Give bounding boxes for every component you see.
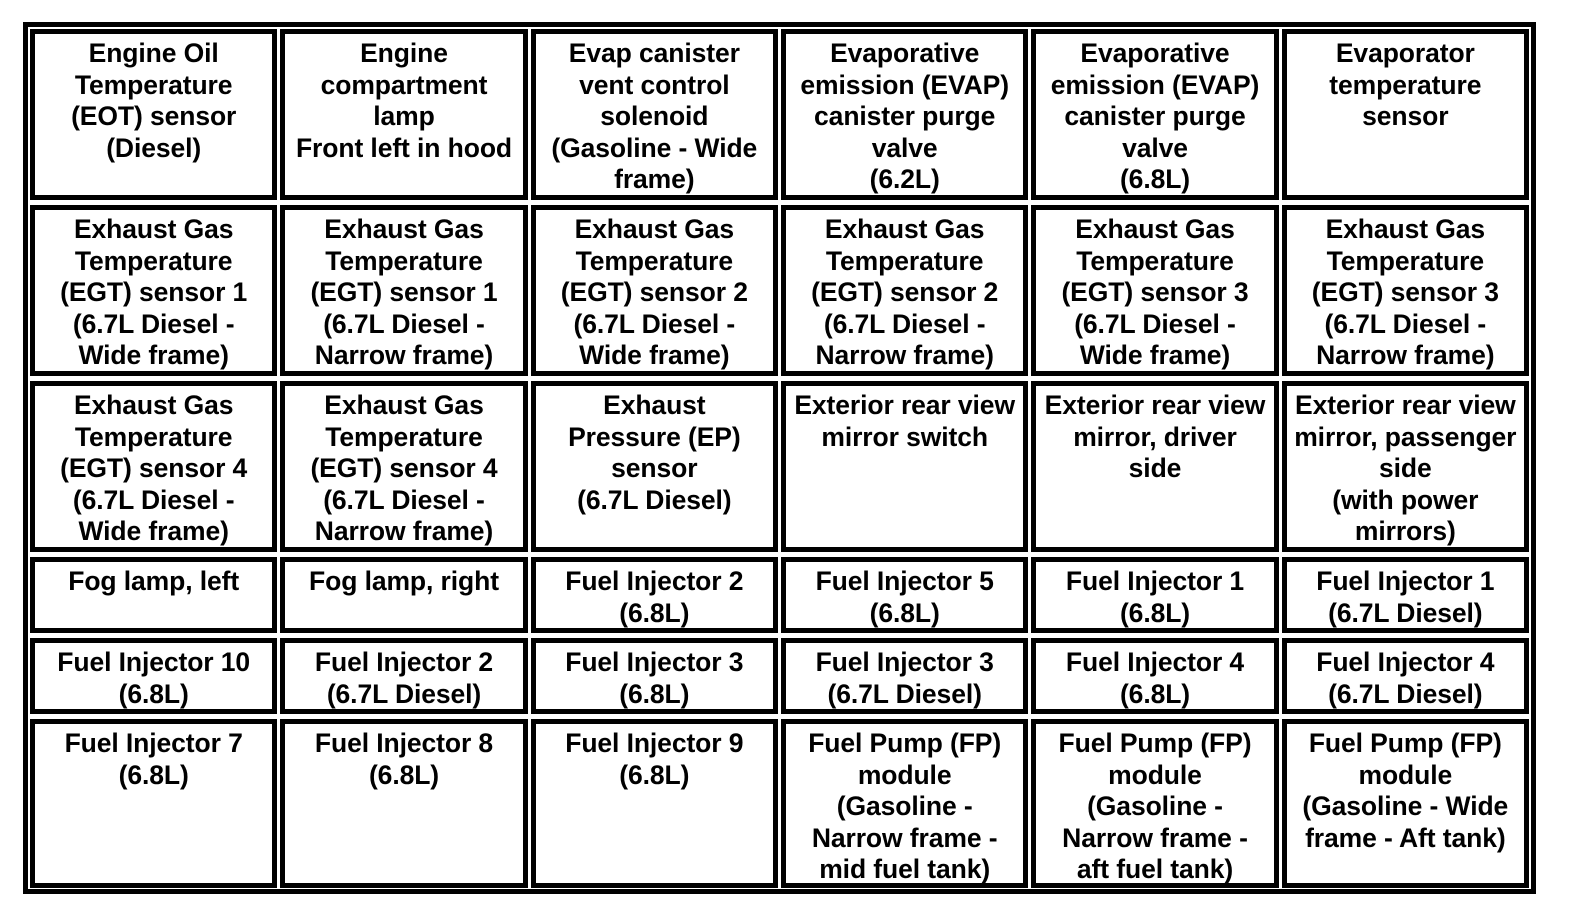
- table-cell: [1282, 719, 1529, 888]
- table-cell: [280, 719, 527, 888]
- cell-text-line: Engine: [360, 38, 448, 68]
- cell-text-line: (6.8L): [619, 759, 690, 790]
- cell-text-line: Evap canister: [568, 38, 740, 68]
- table-cell: [531, 29, 778, 200]
- cell-text-line: Evaporator: [1335, 38, 1475, 68]
- cell-text-line: Fuel Injector 4: [1065, 647, 1245, 677]
- table-cell: [781, 205, 1028, 376]
- cell-text-line: (6.7L Diesel): [1328, 597, 1483, 628]
- cell-text-line: (6.7L Diesel -: [1074, 308, 1236, 339]
- table-cell: [781, 29, 1028, 200]
- cell-text-line: Narrow frame -: [1062, 822, 1248, 853]
- cell-text-line: (6.8L): [1119, 597, 1191, 628]
- table-cell: [781, 557, 1028, 633]
- table-cell: [30, 29, 277, 200]
- table-cell: [1282, 29, 1529, 200]
- cell-text-line: side: [1379, 453, 1432, 483]
- cell-text-line: sensor: [1362, 101, 1449, 131]
- cell-text-line: Fuel Injector 7: [64, 728, 243, 758]
- cell-text-line: side: [1128, 453, 1182, 483]
- cell-text-line: (6.7L Diesel -: [323, 484, 485, 515]
- cell-text-line: (EGT) sensor 3: [1311, 277, 1499, 307]
- cell-text-line: (Gasoline - Wide: [551, 132, 758, 163]
- cell-text-line: Fuel Injector 9: [565, 728, 744, 758]
- table-cell: [280, 638, 527, 714]
- cell-text-line: compartment: [320, 69, 488, 100]
- cell-text-line: Temperature: [575, 245, 734, 276]
- cell-text-line: Fuel Injector 1: [1316, 566, 1495, 596]
- cell-text-line: Narrow frame): [1316, 340, 1495, 370]
- cell-text-line: Fuel Injector 3: [565, 647, 744, 677]
- cell-text-line: (6.7L Diesel -: [573, 308, 736, 339]
- table-cell: [1282, 638, 1529, 714]
- cell-text-line: Fuel Injector 2: [565, 566, 744, 596]
- table-cell: [531, 205, 778, 376]
- cell-text-line: Exhaust Gas: [574, 214, 735, 244]
- table-cell: [280, 29, 527, 200]
- table-cell: [531, 381, 778, 552]
- cell-text-line: Narrow frame): [815, 340, 994, 370]
- cell-text-line: (6.7L Diesel -: [1324, 308, 1487, 339]
- cell-text-line: Temperature: [74, 245, 233, 276]
- cell-text-line: Temperature: [74, 69, 233, 100]
- cell-text-line: (EGT) sensor 2: [811, 277, 999, 307]
- cell-text-line: (EGT) sensor 1: [60, 277, 248, 307]
- table-cell: [30, 638, 277, 714]
- cell-text-line: Temperature: [825, 245, 984, 276]
- table-cell: [1282, 557, 1529, 633]
- cell-text-line: Fuel Injector 2: [314, 647, 494, 677]
- cell-text-line: Wide frame): [78, 340, 229, 370]
- table-cell: [1031, 638, 1278, 714]
- cell-text-line: (6.8L): [118, 759, 189, 790]
- table-cell: [531, 557, 778, 633]
- cell-text-line: solenoid: [600, 101, 709, 131]
- cell-text-line: (EGT) sensor 2: [560, 277, 748, 307]
- table-cell: [280, 381, 527, 552]
- cell-text-line: mirror, passenger: [1294, 421, 1517, 452]
- cell-text-line: (EGT) sensor 1: [310, 277, 498, 307]
- table-cell: [781, 381, 1028, 552]
- cell-text-line: Exhaust Gas: [824, 214, 985, 244]
- cell-text-line: Fuel Injector 1: [1065, 566, 1245, 596]
- cell-text-line: (Gasoline - Wide: [1302, 791, 1509, 821]
- table-cell: [30, 205, 277, 376]
- cell-text-line: module: [857, 759, 952, 790]
- table-cell: [531, 638, 778, 714]
- cell-text-line: Front left in hood: [295, 132, 513, 163]
- table-grid: [30, 29, 1529, 887]
- cell-text-line: Exhaust Gas: [73, 214, 234, 244]
- cell-text-line: (6.8L): [1119, 678, 1191, 709]
- cell-text-line: (6.8L): [118, 678, 189, 709]
- cell-text-line: Exhaust Gas: [324, 390, 484, 420]
- table-cell: [30, 557, 277, 633]
- cell-text-line: Temperature: [74, 421, 233, 452]
- cell-text-line: Wide frame): [1079, 340, 1231, 370]
- cell-text-line: valve: [1122, 132, 1188, 163]
- cell-text-line: Evaporative: [830, 38, 980, 68]
- table-cell: [30, 381, 277, 552]
- cell-text-line: (6.7L Diesel): [326, 678, 482, 709]
- cell-text-line: mirrors): [1354, 516, 1456, 546]
- cell-text-line: emission (EVAP): [1050, 69, 1260, 100]
- cell-text-line: Wide frame): [78, 516, 229, 546]
- cell-text-line: frame): [614, 164, 695, 194]
- cell-text-line: mirror, driver: [1073, 421, 1237, 452]
- cell-text-line: (6.8L): [619, 597, 690, 628]
- table-cell: [1031, 205, 1278, 376]
- table-cell: [1031, 381, 1278, 552]
- cell-text-line: Engine Oil: [88, 38, 219, 68]
- component-location-table: [23, 22, 1536, 894]
- cell-text-line: (6.7L Diesel): [577, 484, 732, 515]
- cell-text-line: Temperature: [1326, 245, 1485, 276]
- cell-text-line: aft fuel tank): [1076, 854, 1234, 884]
- cell-text-line: (6.2L): [869, 164, 940, 194]
- cell-text-line: Wide frame): [579, 340, 730, 370]
- cell-text-line: Narrow frame -: [811, 822, 998, 853]
- cell-text-line: (EGT) sensor 4: [60, 453, 248, 483]
- cell-text-line: (Gasoline -: [1087, 791, 1223, 821]
- cell-text-line: module: [1108, 759, 1202, 790]
- cell-text-line: Temperature: [325, 421, 483, 452]
- cell-text-line: Fuel Injector 8: [314, 728, 494, 758]
- cell-text-line: Exhaust Gas: [73, 390, 234, 420]
- table-cell: [531, 719, 778, 888]
- cell-text-line: Exhaust Gas: [1075, 214, 1235, 244]
- cell-text-line: (6.8L): [619, 678, 690, 709]
- cell-text-line: Pressure (EP): [568, 421, 741, 452]
- cell-text-line: canister purge: [1064, 101, 1246, 131]
- cell-text-line: (6.8L): [1119, 164, 1191, 194]
- table-cell: [1031, 29, 1278, 200]
- cell-text-line: Exterior rear view: [1295, 390, 1516, 420]
- cell-text-line: (6.7L Diesel -: [72, 484, 235, 515]
- cell-text-line: Fog lamp, right: [309, 566, 499, 596]
- table-cell: [1282, 381, 1529, 552]
- cell-text-line: Fuel Pump (FP): [808, 728, 1002, 758]
- cell-text-line: Exhaust Gas: [324, 214, 484, 244]
- cell-text-line: (6.7L Diesel -: [323, 308, 485, 339]
- cell-text-line: (EOT) sensor: [71, 101, 237, 131]
- cell-text-line: vent control: [579, 69, 730, 100]
- cell-text-line: sensor: [611, 453, 698, 483]
- cell-text-line: (with power: [1332, 484, 1479, 515]
- cell-text-line: valve: [871, 132, 938, 163]
- cell-text-line: Fuel Pump (FP): [1308, 728, 1502, 758]
- cell-text-line: canister purge: [814, 101, 996, 131]
- cell-text-line: mirror switch: [821, 421, 988, 452]
- cell-text-line: Exhaust Gas: [1325, 214, 1486, 244]
- cell-text-line: (6.7L Diesel): [1328, 678, 1483, 709]
- cell-text-line: (6.7L Diesel -: [823, 308, 986, 339]
- cell-text-line: (Gasoline -: [836, 791, 973, 821]
- cell-text-line: Fog lamp, left: [68, 566, 240, 596]
- table-cell: [781, 638, 1028, 714]
- cell-text-line: Fuel Injector 3: [815, 647, 994, 677]
- table-cell: [781, 719, 1028, 888]
- table-cell: [280, 205, 527, 376]
- cell-text-line: (EGT) sensor 3: [1061, 277, 1249, 307]
- table-cell: [1282, 205, 1529, 376]
- cell-text-line: (6.7L Diesel -: [72, 308, 235, 339]
- cell-text-line: Temperature: [325, 245, 483, 276]
- cell-text-line: Narrow frame): [314, 340, 494, 370]
- table-cell: [280, 557, 527, 633]
- cell-text-line: lamp: [373, 101, 435, 131]
- cell-text-line: Exterior rear view: [1044, 390, 1266, 420]
- cell-text-line: Temperature: [1076, 245, 1234, 276]
- table-cell: [1031, 557, 1278, 633]
- cell-text-line: (6.7L Diesel): [827, 678, 982, 709]
- cell-text-line: Narrow frame): [314, 516, 494, 546]
- cell-text-line: Fuel Pump (FP): [1058, 728, 1252, 758]
- cell-text-line: emission (EVAP): [800, 69, 1009, 100]
- cell-text-line: (Diesel): [106, 132, 202, 163]
- cell-text-line: Fuel Injector 10: [57, 647, 251, 677]
- cell-text-line: temperature: [1329, 69, 1482, 100]
- cell-text-line: mid fuel tank): [819, 854, 991, 884]
- cell-text-line: Exhaust: [603, 390, 706, 420]
- cell-text-line: module: [1358, 759, 1453, 790]
- cell-text-line: frame - Aft tank): [1305, 822, 1506, 853]
- cell-text-line: (6.8L): [869, 597, 940, 628]
- cell-text-line: Fuel Injector 4: [1316, 647, 1495, 677]
- table-cell: [30, 719, 277, 888]
- table-cell: [1031, 719, 1278, 888]
- cell-text-line: Exterior rear view: [794, 390, 1015, 420]
- cell-text-line: (6.8L): [368, 759, 440, 790]
- cell-text-line: Fuel Injector 5: [815, 566, 994, 596]
- cell-text-line: Evaporative: [1080, 38, 1230, 68]
- cell-text-line: (EGT) sensor 4: [310, 453, 498, 483]
